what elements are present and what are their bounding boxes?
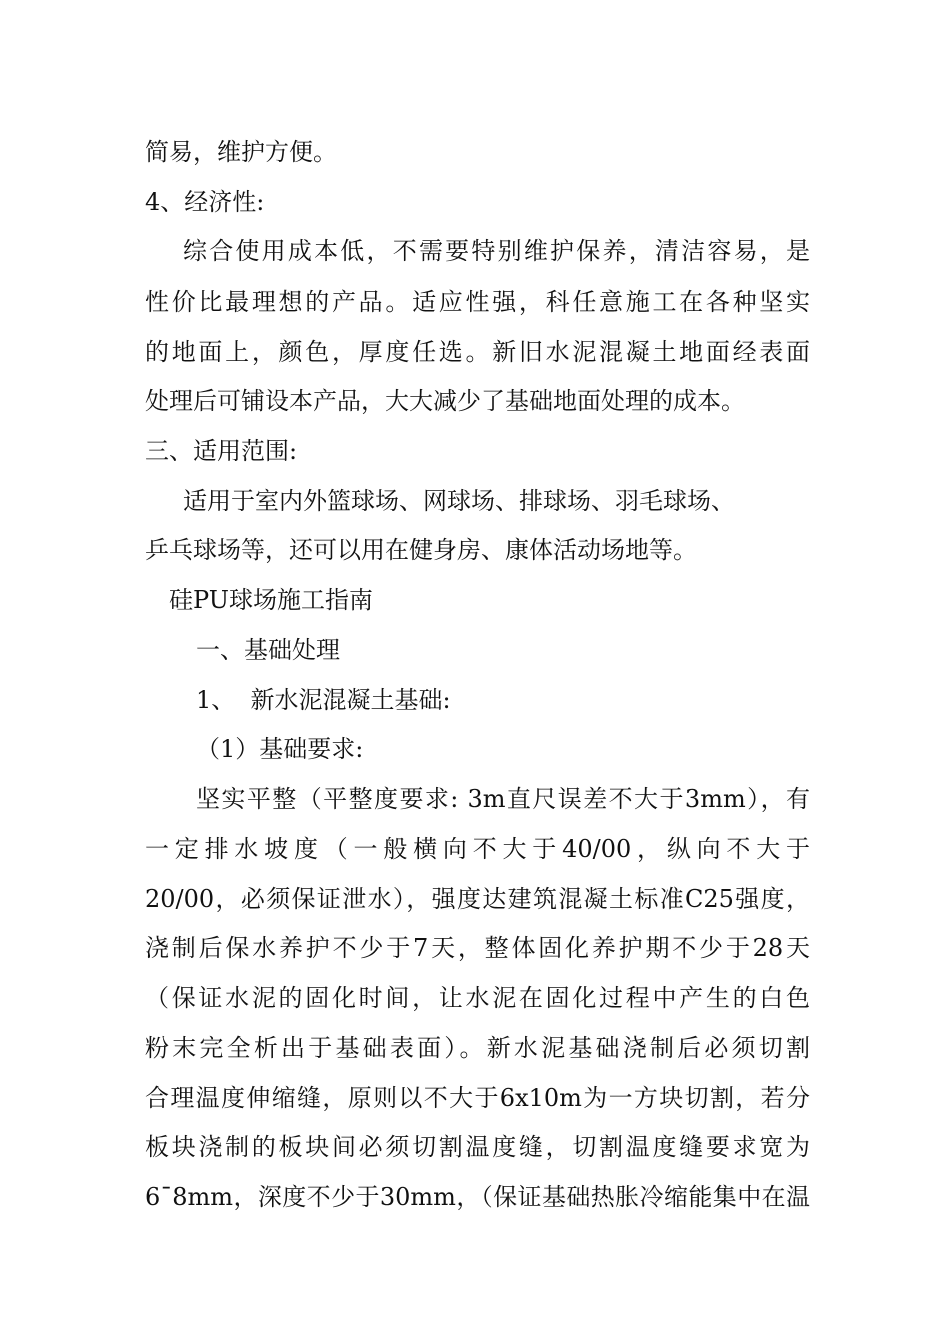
paragraph-line: （保证水泥的固化时间，让水泥在固化过程中产生的白色	[145, 984, 810, 1012]
paragraph-line: 6¯8mm，深度不少于30mm，（保证基础热胀冷缩能集中在温	[145, 1183, 810, 1211]
paragraph-line: 处理后可铺设本产品，大大减少了基础地面处理的成本。	[145, 387, 745, 415]
paragraph-line: 简易，维护方便。	[145, 138, 337, 166]
paragraph-line: 粉末完全析出于基础表面）。新水泥基础浇制后必须切割	[145, 1034, 810, 1062]
section-heading: 4、经济性:	[145, 188, 265, 216]
paragraph-line: 浇制后保水养护不少于7天，整体固化养护期不少于28天	[145, 934, 810, 962]
paragraph-line: 坚实平整（平整度要求: 3m直尺误差不大于3mm），有	[196, 785, 810, 813]
subsection-heading: 1、 新水泥混凝土基础:	[196, 686, 451, 714]
document-title: 硅PU球场施工指南	[169, 586, 373, 614]
paragraph-line: 乒乓球场等，还可以用在健身房、康体活动场地等。	[145, 536, 697, 564]
section-heading: 一、基础处理	[196, 636, 340, 664]
paragraph-line: 板块浇制的板块间必须切割温度缝，切割温度缝要求宽为	[145, 1133, 810, 1161]
paragraph-line: 适用于室内外篮球场、网球场、排球场、羽毛球场、	[183, 487, 735, 515]
paragraph-line: 合理温度伸缩缝，原则以不大于6x10m为一方块切割，若分	[145, 1084, 810, 1112]
paragraph-line: 的地面上，颜色，厚度任选。新旧水泥混凝土地面经表面	[145, 338, 810, 366]
subsection-heading: （1）基础要求:	[196, 735, 364, 763]
paragraph-line: 一定排水坡度（一般横向不大于40/00，纵向不大于	[145, 835, 810, 863]
paragraph-line: 性价比最理想的产品。适应性强，科任意施工在各种坚实	[145, 288, 810, 316]
section-heading: 三、适用范围:	[145, 437, 298, 465]
paragraph-line: 综合使用成本低，不需要特别维护保养，清洁容易，是	[183, 237, 810, 265]
paragraph-line: 20/00，必须保证泄水），强度达建筑混凝土标准C25强度，	[145, 885, 810, 913]
